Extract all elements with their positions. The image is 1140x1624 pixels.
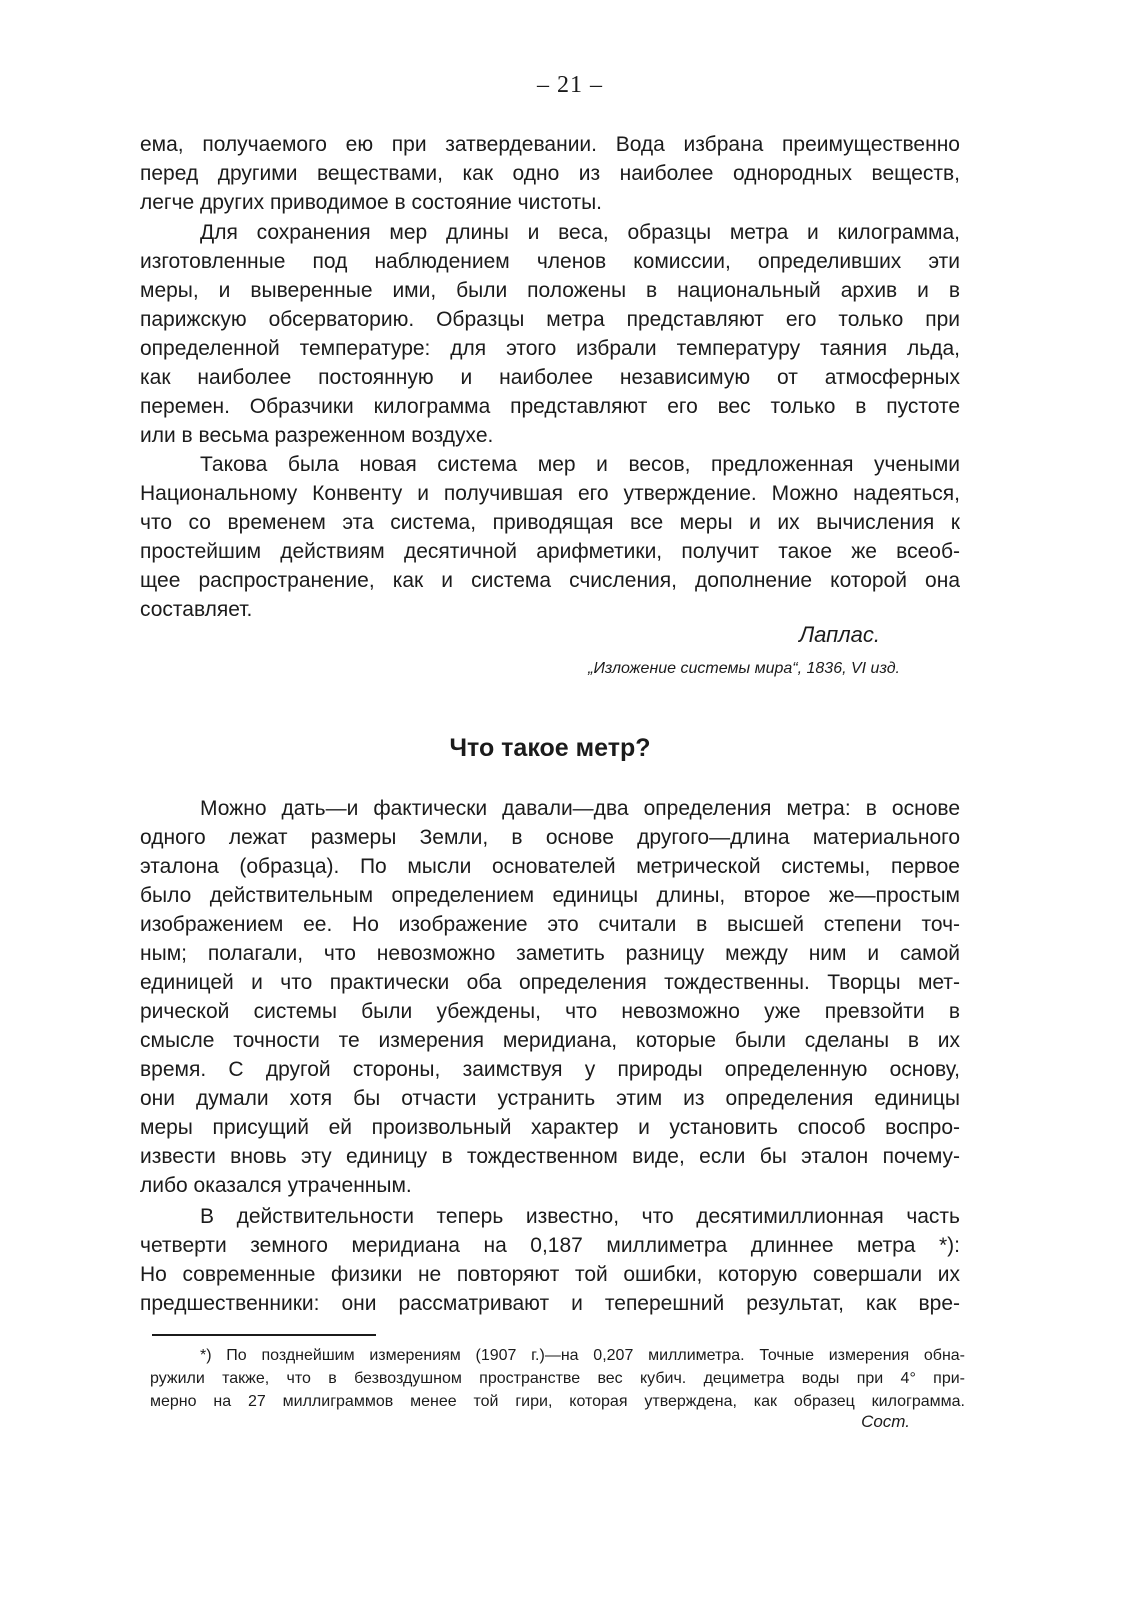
paragraph-archive <box>140 218 960 450</box>
text-line: щее распространение, как и система счисления, дополнение которой она <box>140 569 960 592</box>
footnote-line: *) По позднейшим измерениям (1907 г.)—на 0,207 миллиметра. Точные измерения обна- <box>200 1347 965 1364</box>
text-line: смысле точности те измерения меридиана, которые были сделаны в их <box>140 1029 960 1052</box>
page-number: – 21 – <box>537 72 603 98</box>
attribution-source: „Изложение системы мира“, 1836, VI изд. <box>588 660 900 677</box>
text-line: парижскую обсерваторию. Образцы метра представляют его только при <box>140 308 960 331</box>
text-line: было действительным определением единицы длины, второе же—простым <box>140 884 960 907</box>
text-line: изготовленные под наблюдением членов комиссии, определивших эти <box>140 250 960 273</box>
text-line: рической системы были убеждены, что невозможно уже превзойти в <box>140 1000 960 1023</box>
text-line: составляет. <box>140 598 253 621</box>
text-line: четверти земного меридиана на 0,187 миллиметра длиннее метра *): <box>140 1234 960 1257</box>
text-line: предшественники: они рассматривают и теперешний результат, как вре- <box>140 1292 960 1315</box>
text-line: Можно дать—и фактически давали—два определения метра: в основе <box>200 797 960 820</box>
text-line: время. С другой стороны, заимствуя у природы определенную основу, <box>140 1058 960 1081</box>
text-line: Для сохранения мер длины и веса, образцы метра и килограмма, <box>200 221 960 244</box>
text-line: простейшим действиям десятичной арифметики, получит такое же всеоб- <box>140 540 960 563</box>
footnote <box>150 1344 965 1413</box>
text-line: Но современные физики не повторяют той ошибки, которую совершали их <box>140 1263 960 1286</box>
text-line: как наиболее постоянную и наиболее независимую от атмосферных <box>140 366 960 389</box>
text-line: меры присущий ей произвольный характер и установить способ воспро- <box>140 1116 960 1139</box>
text-line: Национальному Конвенту и получившая его утверждение. Можно надеяться, <box>140 482 960 505</box>
text-line: меры, и выверенные ими, были положены в национальный архив и в <box>140 279 960 302</box>
paragraph-reality <box>140 1202 960 1318</box>
text-line: что со временем эта система, приводящая все меры и их вычисления к <box>140 511 960 534</box>
text-line: или в весьма разреженном воздухе. <box>140 424 494 447</box>
text-line: ема, получаемого ею при затвердевании. Вода избрана преимущественно <box>140 133 960 156</box>
text-line: ным; полагали, что невозможно заметить разницу между ним и самой <box>140 942 960 965</box>
footnote-signature: Сост. <box>861 1412 910 1431</box>
text-line: они думали хотя бы отчасти устранить этим из определения единицы <box>140 1087 960 1110</box>
section-title: Что такое метр? <box>449 734 651 762</box>
text-line: эталона (образца). По мысли основателей метрической системы, первое <box>140 855 960 878</box>
footnote-line: ружили также, что в безвоздушном пространстве вес кубич. дециметра воды при 4° при- <box>150 1370 965 1387</box>
paragraph-continuation <box>140 130 960 217</box>
paragraph-definitions <box>140 794 960 1200</box>
text-line: перед другими веществами, как одно из наиболее однородных веществ, <box>140 162 960 185</box>
footnote-divider <box>152 1334 376 1336</box>
text-line: легче других приводимое в состояние чистоты. <box>140 191 602 214</box>
text-line: одного лежат размеры Земли, в основе другого—длина материального <box>140 826 960 849</box>
text-line: изображением ее. Но изображение это считали в высшей степени точ- <box>140 913 960 936</box>
text-line: В действительности теперь известно, что десятимиллионная часть <box>200 1205 960 1228</box>
text-line: перемен. Образчики килограмма представляют его вес только в пустоте <box>140 395 960 418</box>
text-line: либо оказался утраченным. <box>140 1174 412 1197</box>
text-line: единицей и что практически оба определения тождественны. Творцы мет- <box>140 971 960 994</box>
footnote-line: мерно на 27 миллиграммов менее той гири, которая утверждена, как образец килограмма. <box>150 1393 965 1410</box>
attribution-author: Лаплас. <box>799 622 880 647</box>
text-line: Такова была новая система мер и весов, предложенная учеными <box>200 453 960 476</box>
paragraph-system <box>140 450 960 624</box>
text-line: определенной температуре: для этого избрали температуру таяния льда, <box>140 337 960 360</box>
text-line: извести вновь эту единицу в тождественном виде, если бы эталон почему- <box>140 1145 960 1168</box>
